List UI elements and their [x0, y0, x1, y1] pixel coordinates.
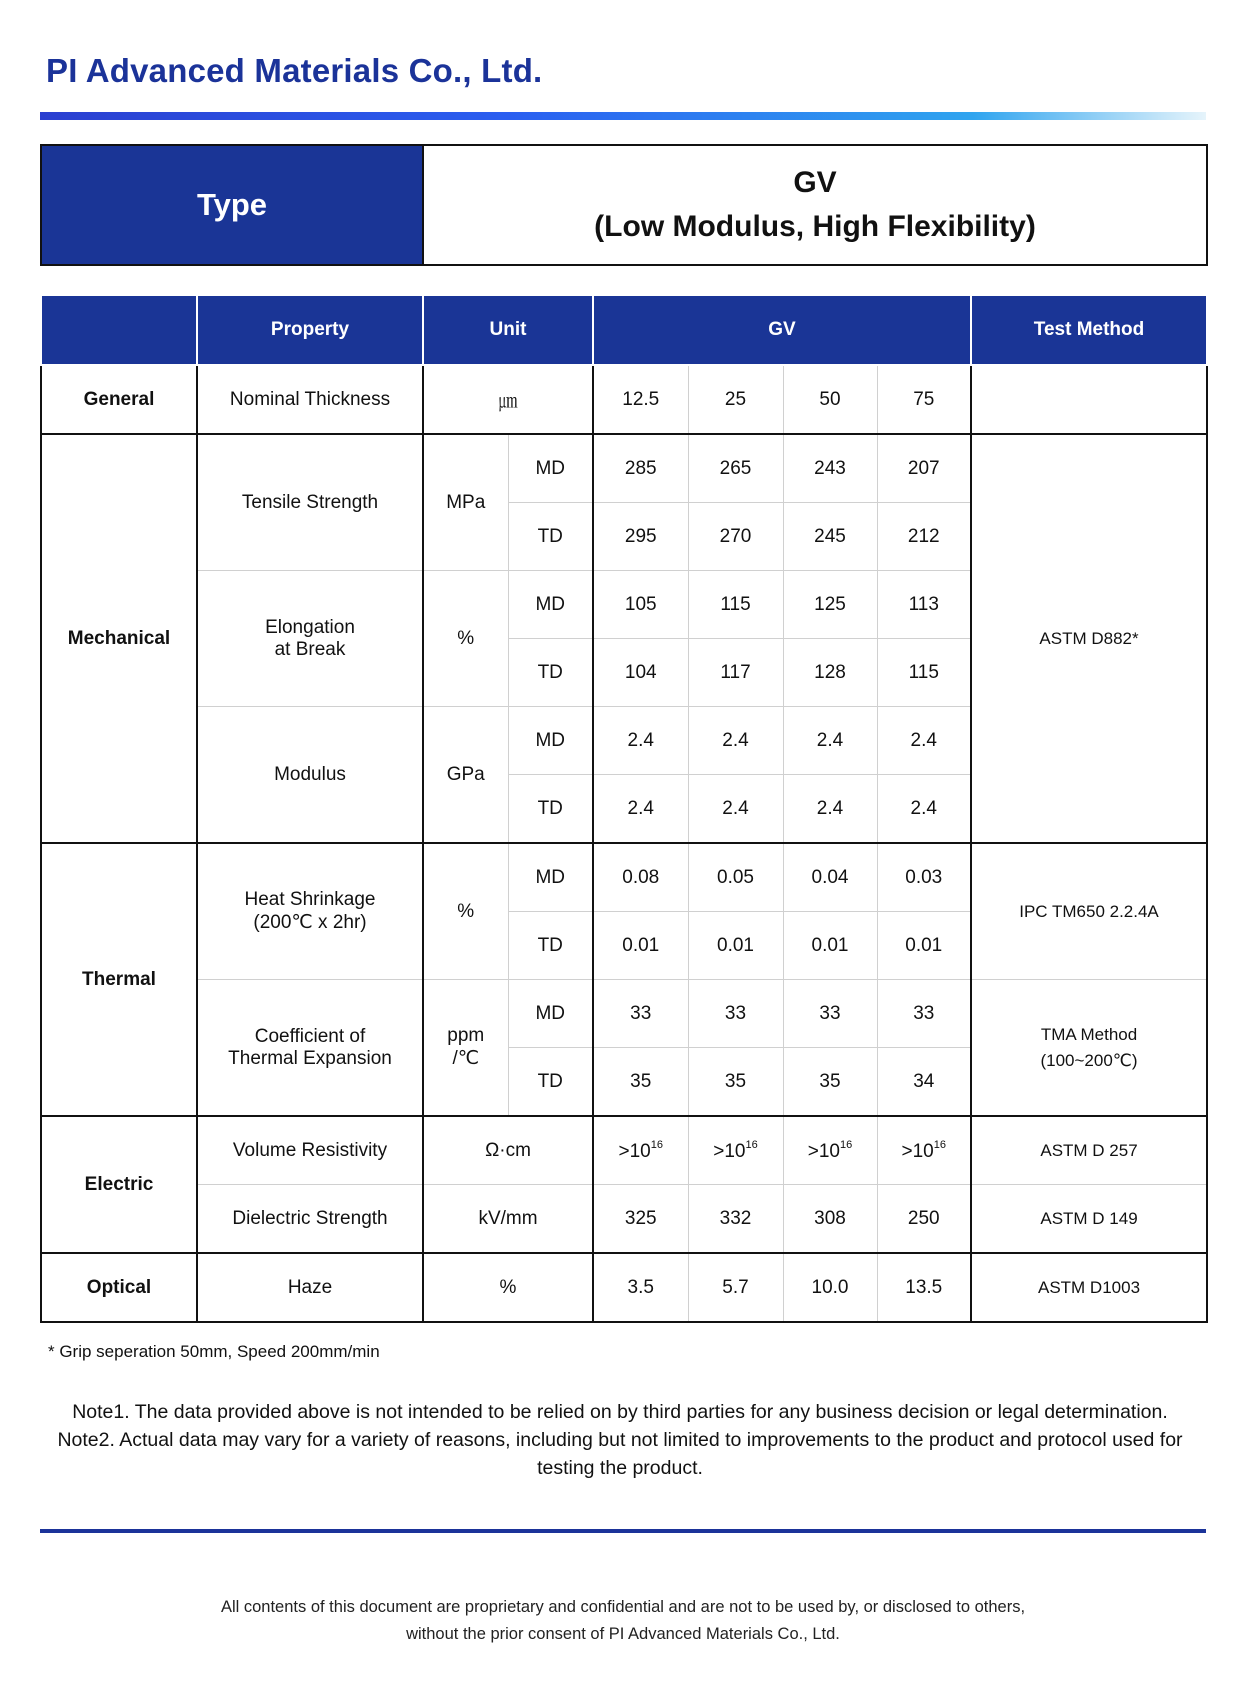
property-haze: Haze: [197, 1253, 423, 1322]
table-header-row: [41, 295, 1207, 365]
property-cte-line1: Coefficient of: [254, 1025, 366, 1047]
property-dielectric-strength: Dielectric Strength: [197, 1185, 423, 1254]
value-cell: 325: [593, 1185, 688, 1254]
value-cell: 35: [593, 1048, 688, 1117]
value-cell: [783, 1116, 877, 1185]
header-gradient-bar: [40, 112, 1206, 120]
spec-table: [40, 294, 1208, 1323]
value-cell: 115: [877, 639, 971, 707]
value-cell: 285: [593, 434, 688, 503]
value-cell: 13.5: [877, 1253, 971, 1322]
test-method-mechanical: ASTM D882*: [971, 434, 1207, 843]
value-cell: 50: [783, 365, 877, 434]
property-elongation: [197, 571, 423, 707]
unit-dielectric: kV/mm: [423, 1185, 593, 1254]
value-cell: 105: [593, 571, 688, 639]
header-property: Property: [197, 295, 423, 365]
property-heat-shrinkage-line2: (200℃ x 2hr): [253, 912, 367, 933]
test-method-volume-resistivity: ASTM D 257: [971, 1116, 1207, 1185]
value-cell: 2.4: [877, 707, 971, 775]
unit-cte: [423, 980, 508, 1117]
value-exponent: 16: [745, 1138, 758, 1151]
value-cell: 3.5: [593, 1253, 688, 1322]
direction-md: MD: [508, 571, 593, 639]
bottom-divider: [40, 1529, 1206, 1533]
note-2: Note2. Actual data may vary for a variety of reasons, including but not limited to improvements to the product and protocol used for testing the product.: [57, 1429, 1183, 1479]
unit-cte-line2: /℃: [452, 1048, 480, 1069]
value-cell: 113: [877, 571, 971, 639]
table-row-general: [41, 365, 1207, 434]
product-name: GV: [793, 166, 837, 199]
header-blank: [41, 295, 197, 365]
value-cell: 5.7: [688, 1253, 783, 1322]
test-method-cte: [971, 980, 1207, 1117]
table-row-optical: [41, 1253, 1207, 1322]
value-cell: 207: [877, 434, 971, 503]
property-modulus: Modulus: [197, 707, 423, 844]
value-cell: 0.03: [877, 843, 971, 912]
value-cell: 265: [688, 434, 783, 503]
category-electric: Electric: [41, 1116, 197, 1253]
property-tensile-strength: Tensile Strength: [197, 434, 423, 571]
value-base: >10: [618, 1140, 651, 1162]
value-cell: 308: [783, 1185, 877, 1254]
confidential-line-1: All contents of this document are proprietary and confidential and are not to be used by, or disclosed to others,: [220, 1598, 1026, 1616]
value-cell: 0.01: [877, 912, 971, 980]
property-elongation-line1: Elongation: [265, 616, 355, 638]
direction-td: TD: [508, 639, 593, 707]
direction-md: MD: [508, 707, 593, 775]
value-cell: 10.0: [783, 1253, 877, 1322]
value-cell: 128: [783, 639, 877, 707]
value-cell: 2.4: [593, 707, 688, 775]
product-description: (Low Modulus, High Flexibility): [594, 210, 1036, 243]
value-cell: 270: [688, 503, 783, 571]
direction-md: MD: [508, 980, 593, 1048]
value-cell: [688, 1116, 783, 1185]
value-cell: 0.05: [688, 843, 783, 912]
value-base: >10: [901, 1140, 934, 1162]
value-cell: [593, 1116, 688, 1185]
type-value: [424, 146, 1206, 264]
value-cell: 25: [688, 365, 783, 434]
direction-md: MD: [508, 843, 593, 912]
table-row-dielectric: [41, 1185, 1207, 1254]
footnote: * Grip seperation 50mm, Speed 200mm/min: [48, 1342, 380, 1361]
value-base: >10: [807, 1140, 840, 1162]
value-cell: 250: [877, 1185, 971, 1254]
direction-td: TD: [508, 775, 593, 844]
unit-heat-shrinkage: %: [423, 843, 508, 980]
test-method-cte-line1: TMA Method: [1040, 1024, 1138, 1044]
unit-nominal-thickness: ㎛: [423, 365, 593, 434]
value-cell: [877, 1116, 971, 1185]
note-1: Note1. The data provided above is not intended to be relied on by third parties for any business decision or legal determination.: [72, 1401, 1168, 1423]
category-mechanical: Mechanical: [41, 434, 197, 843]
value-cell: 0.08: [593, 843, 688, 912]
property-elongation-line2: at Break: [274, 638, 346, 660]
category-optical: Optical: [41, 1253, 197, 1322]
value-exponent: 16: [650, 1138, 663, 1151]
header-test-method: Test Method: [971, 295, 1207, 365]
direction-td: TD: [508, 1048, 593, 1117]
value-cell: 33: [593, 980, 688, 1048]
property-volume-resistivity: Volume Resistivity: [197, 1116, 423, 1185]
unit-elongation: %: [423, 571, 508, 707]
value-cell: 2.4: [593, 775, 688, 844]
property-cte: [197, 980, 423, 1117]
value-cell: 243: [783, 434, 877, 503]
value-cell: 33: [877, 980, 971, 1048]
value-cell: 125: [783, 571, 877, 639]
value-cell: 295: [593, 503, 688, 571]
category-thermal: Thermal: [41, 843, 197, 1116]
unit-cte-line1: ppm: [447, 1025, 485, 1046]
test-method-haze: ASTM D1003: [971, 1253, 1207, 1322]
value-cell: 12.5: [593, 365, 688, 434]
table-row-shrinkage-md: [41, 843, 1207, 912]
value-cell: 75: [877, 365, 971, 434]
company-name: PI Advanced Materials Co., Ltd.: [46, 52, 543, 89]
value-cell: 115: [688, 571, 783, 639]
value-cell: 2.4: [688, 775, 783, 844]
test-method-shrinkage: IPC TM650 2.2.4A: [971, 843, 1207, 980]
property-nominal-thickness: Nominal Thickness: [197, 365, 423, 434]
unit-tensile: MPa: [423, 434, 508, 571]
property-cte-line2: Thermal Expansion: [228, 1047, 392, 1069]
value-cell: 0.01: [593, 912, 688, 980]
value-cell: 0.04: [783, 843, 877, 912]
value-cell: 332: [688, 1185, 783, 1254]
confidential-notice: [40, 1594, 1206, 1648]
test-method-dielectric: ASTM D 149: [971, 1185, 1207, 1254]
table-row-volume-resistivity: [41, 1116, 1207, 1185]
direction-md: MD: [508, 434, 593, 503]
direction-td: TD: [508, 912, 593, 980]
table-row-tensile-md: [41, 434, 1207, 503]
value-cell: 34: [877, 1048, 971, 1117]
value-exponent: 16: [933, 1138, 946, 1151]
unit-volume-resistivity: Ω·cm: [423, 1116, 593, 1185]
type-label: Type: [42, 146, 424, 264]
value-cell: 2.4: [877, 775, 971, 844]
confidential-line-2: without the prior consent of PI Advanced Materials Co., Ltd.: [406, 1625, 840, 1643]
type-box: [40, 144, 1208, 266]
property-heat-shrinkage: [197, 843, 423, 980]
test-method-cte-line2: (100~200℃): [1040, 1050, 1138, 1070]
table-row-cte-md: [41, 980, 1207, 1048]
value-cell: 35: [688, 1048, 783, 1117]
value-cell: 2.4: [688, 707, 783, 775]
value-cell: 245: [783, 503, 877, 571]
value-base: >10: [713, 1140, 746, 1162]
header-unit: Unit: [423, 295, 593, 365]
unit-modulus: GPa: [423, 707, 508, 844]
value-cell: 33: [783, 980, 877, 1048]
direction-td: TD: [508, 503, 593, 571]
test-method-general: [971, 365, 1207, 434]
value-cell: 104: [593, 639, 688, 707]
unit-haze: %: [423, 1253, 593, 1322]
value-cell: 35: [783, 1048, 877, 1117]
notes: [52, 1398, 1188, 1482]
value-cell: 2.4: [783, 775, 877, 844]
property-heat-shrinkage-line1: Heat Shrinkage: [244, 889, 376, 910]
category-general: General: [41, 365, 197, 434]
value-cell: 2.4: [783, 707, 877, 775]
value-cell: 33: [688, 980, 783, 1048]
value-cell: 117: [688, 639, 783, 707]
value-cell: 0.01: [783, 912, 877, 980]
value-cell: 212: [877, 503, 971, 571]
header-grade: GV: [593, 295, 971, 365]
value-exponent: 16: [839, 1138, 853, 1151]
value-cell: 0.01: [688, 912, 783, 980]
